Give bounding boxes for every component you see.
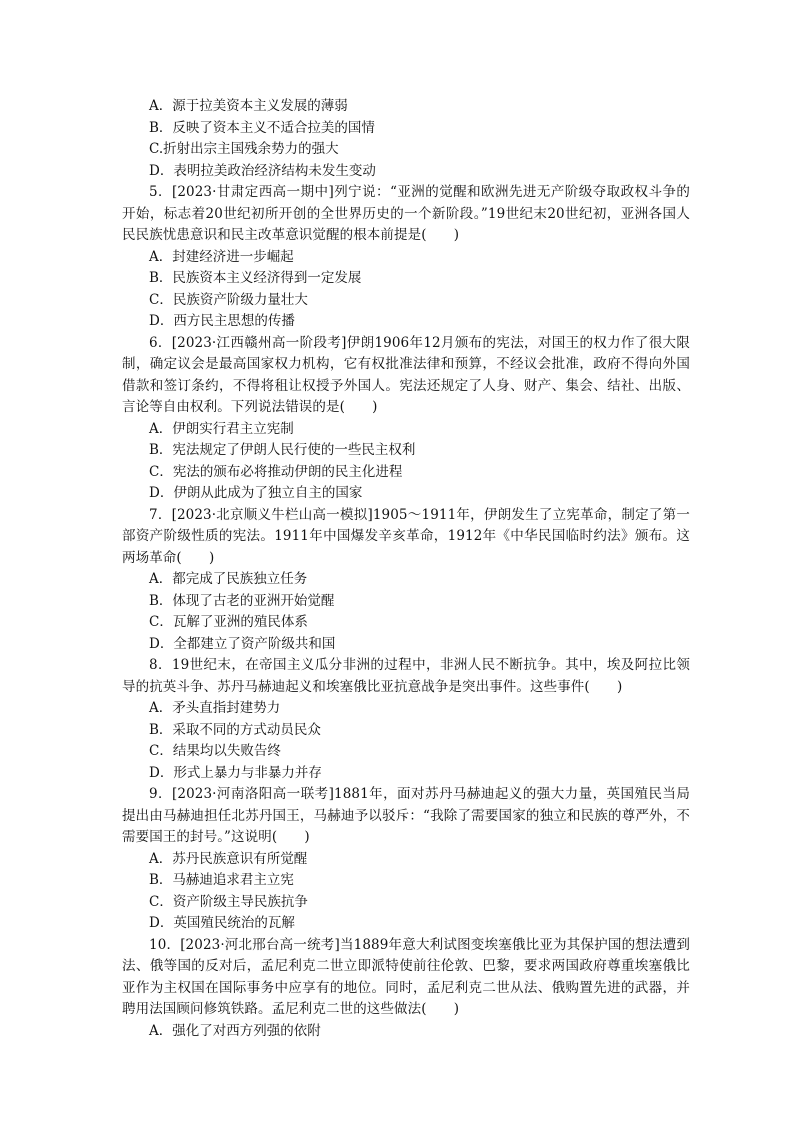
question-6 bbox=[122, 333, 690, 505]
option-d: D．西方民主思想的传播 bbox=[149, 313, 295, 329]
option-b: B．采取不同的方式动员民众 bbox=[149, 721, 321, 738]
option-c: C．民族资产阶级力量壮大 bbox=[149, 291, 308, 308]
option-b: B．宪法规定了伊朗人民行使的一些民主权利 bbox=[149, 442, 416, 458]
option-b: B．体现了古老的亚洲开始觉醒 bbox=[149, 592, 335, 609]
question-7 bbox=[122, 505, 690, 656]
option-a: A．矛头直指封建势力 bbox=[149, 700, 281, 716]
option-a: A．封建经济进一步崛起 bbox=[149, 248, 294, 265]
question-5 bbox=[122, 182, 690, 333]
option-d: D．伊朗从此成为了独立自主的国家 bbox=[149, 485, 363, 501]
option-c: C．结果均以失败告终 bbox=[149, 743, 281, 759]
option-c: C.折射出宗主国残余势力的强大 bbox=[149, 141, 339, 157]
option-a: A．源于拉美资本主义发展的薄弱 bbox=[149, 98, 348, 114]
option-c: C．宪法的颁布必将推动伊朗的民主化进程 bbox=[149, 463, 403, 480]
option-d: D．形式上暴力与非暴力并存 bbox=[149, 764, 322, 781]
question-stem: 9．[2023·河南洛阳高一联考]1881年，面对苏丹马赫迪起义的强大力量，英国殖民当局提出由马赫迪担任北苏丹国王，马赫迪予以驳斥：“我除了需要国家的独立和民族的尊严外，不需要国王的封号。”这说明( ) bbox=[122, 786, 690, 845]
question-stem: 6．[2023·江西赣州高一阶段考]伊朗1906年12月颁布的宪法，对国王的权力作了很大限制，确定议会是最高国家权力机构，它有权批准法律和预算，不经议会批准，政府不得向外国借款和签订条约，不得将租让权授予外国人。宪法还规定了人身、财产、集会、结社、出版、言论等自由权利。下列说法错误的是( ) bbox=[122, 334, 690, 415]
option-c: C．资产阶级主导民族抗争 bbox=[149, 893, 308, 910]
question-10 bbox=[122, 935, 690, 1043]
question-stem: 10．[2023·河北邢台高一统考]当1889年意大利试图变埃塞俄比亚为其保护国的想法遭到法、俄等国的反对后，孟尼利克二世立即派特使前往伦敦、巴黎，要求两国政府尊重埃塞俄比亚作为主权国在国际事务中应享有的地位。同时，孟尼利克二世从法、俄购置先进的武器，并聘用法国顾问修筑铁路。孟尼利克二世的这些做法( ) bbox=[122, 936, 690, 1017]
option-a: A．苏丹民族意识有所觉醒 bbox=[149, 850, 308, 867]
option-a: A．强化了对西方列强的依附 bbox=[149, 1022, 321, 1039]
question-list bbox=[122, 96, 690, 1042]
option-b: B．马赫迪追求君主立宪 bbox=[149, 872, 294, 888]
option-d: D．全都建立了资产阶级共和国 bbox=[149, 635, 336, 652]
option-a: A．伊朗实行君主立宪制 bbox=[149, 420, 294, 437]
option-d: D．表明拉美政治经济结构未发生变动 bbox=[149, 162, 376, 179]
option-b: B．反映了资本主义不适合拉美的国情 bbox=[149, 119, 375, 136]
option-d: D．英国殖民统治的瓦解 bbox=[149, 915, 295, 931]
question-8 bbox=[122, 655, 690, 784]
question-stem: 8．19世纪末，在帝国主义瓜分非洲的过程中，非洲人民不断抗争。其中，埃及阿拉比领导的抗英斗争、苏丹马赫迪起义和埃塞俄比亚抗意战争是突出事件。这些事件( ) bbox=[122, 657, 690, 695]
option-a: A．都完成了民族独立任务 bbox=[149, 571, 308, 587]
question-9 bbox=[122, 784, 690, 935]
option-b: B．民族资本主义经济得到一定发展 bbox=[149, 270, 362, 286]
option-c: C．瓦解了亚洲的殖民体系 bbox=[149, 614, 308, 630]
question-stem: 7．[2023·北京顺义牛栏山高一模拟]1905～1911年，伊朗发生了立宪革命，制定了第一部资产阶级性质的宪法。1911年中国爆发辛亥革命，1912年《中华民国临时约法》颁布。这两场革命( ) bbox=[122, 506, 690, 566]
question-stem: 5．[2023·甘肃定西高一期中]列宁说：“亚洲的觉醒和欧洲先进无产阶级夺取政权斗争的开始，标志着20世纪初所开创的全世界历史的一个新阶段。”19世纪末20世纪初，亚洲各国人民民族忧患意识和民主改革意识觉醒的根本前提是( ) bbox=[122, 184, 690, 243]
